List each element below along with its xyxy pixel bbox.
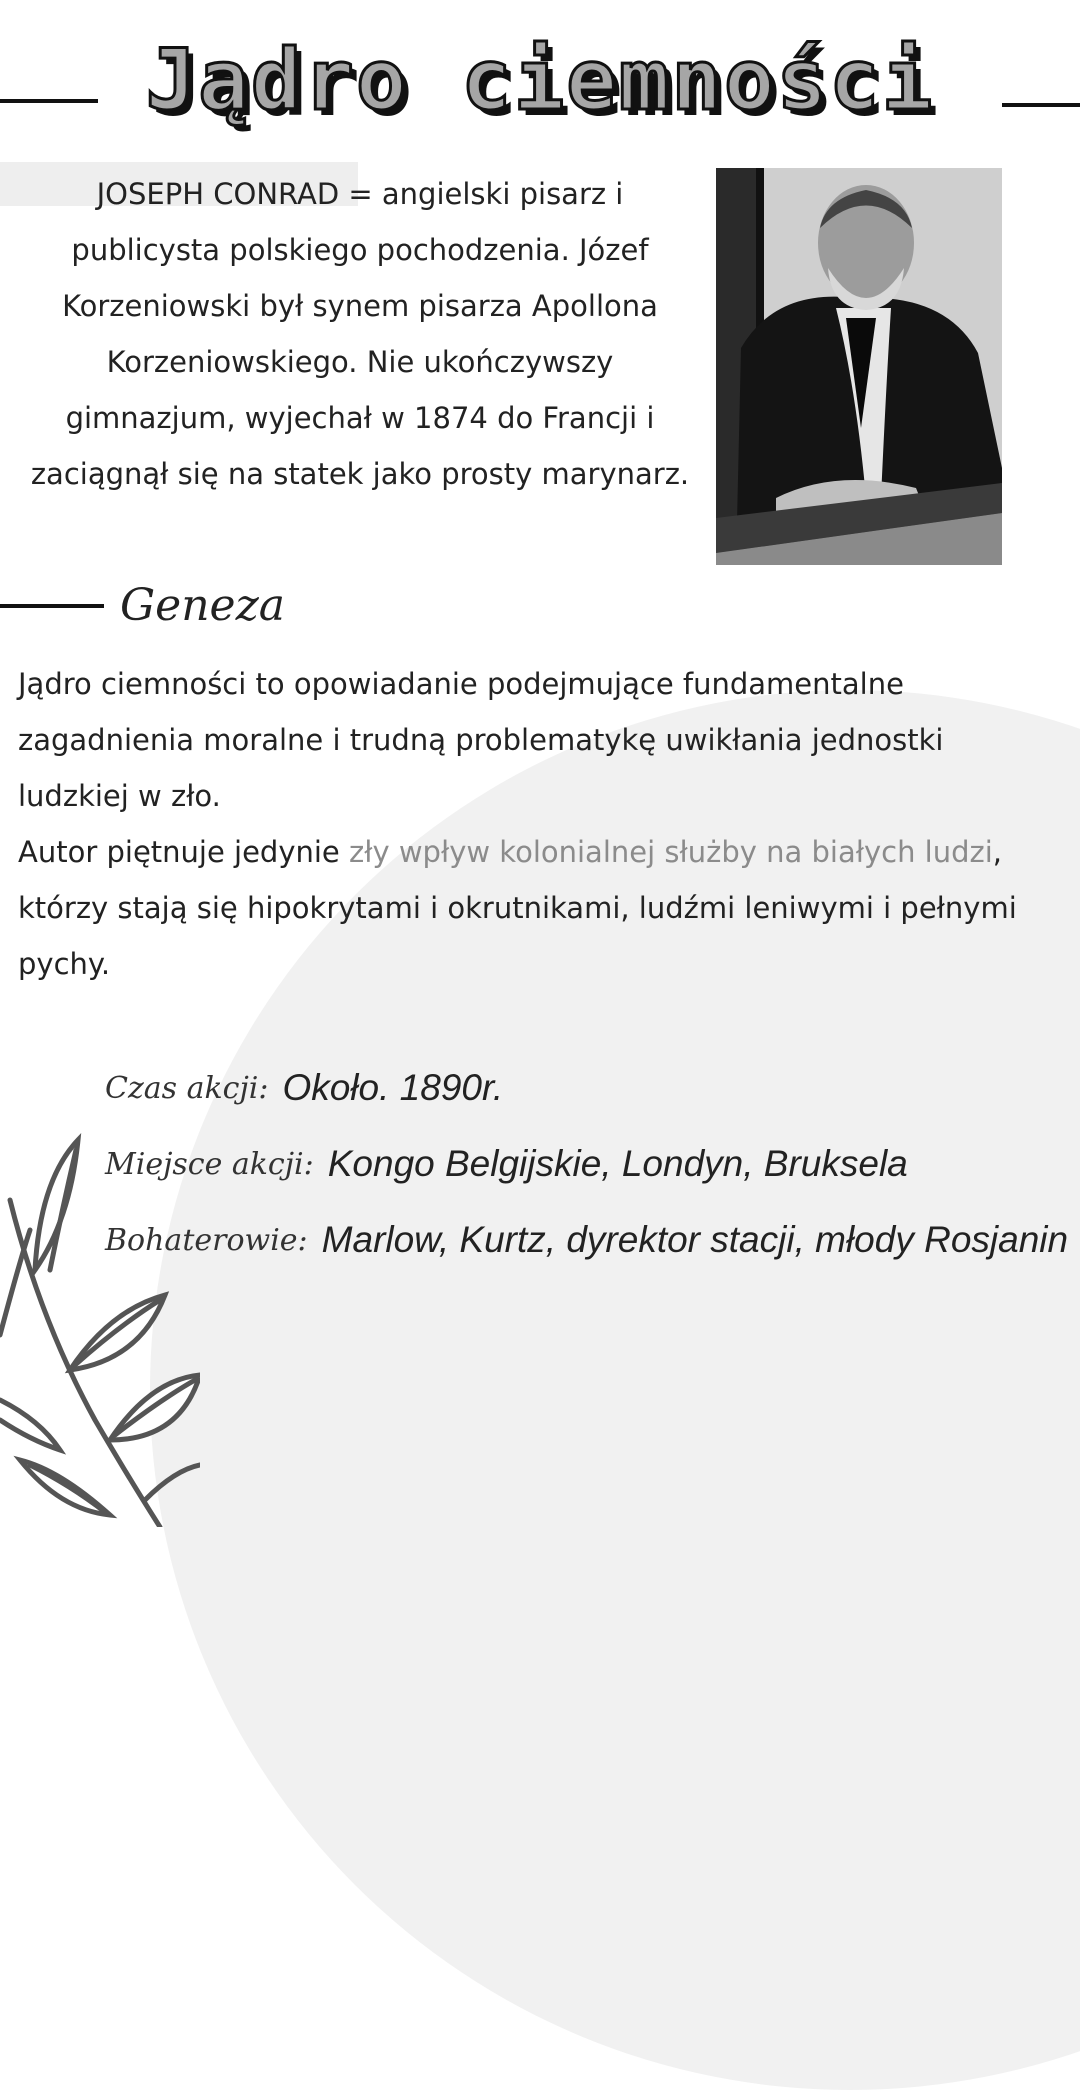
fact-place — [105, 1126, 1065, 1202]
fact-value: Marlow, Kurtz, dyrektor stacji, młody Rosjanin — [321, 1219, 1069, 1260]
author-bio-text: = angielski pisarz i publicysta polskiego pochodzenia. Józef Korzeniowski był synem pisarza Apollona Korzeniowskiego. Nie ukończywszy gimnazjum, wyjechał w 1874 do Francji i zaciągnął się na statek jako prosty marynarz. — [30, 177, 690, 491]
author-name: JOSEPH CONRAD — [96, 177, 340, 211]
fact-label: Miejsce akcji: — [105, 1146, 314, 1182]
section-heading-geneza: Geneza — [120, 580, 285, 631]
facts-list — [105, 1050, 1069, 1278]
fact-value: Około. 1890r. — [282, 1067, 504, 1108]
fact-value: Kongo Belgijskie, Londyn, Bruksela — [327, 1143, 908, 1184]
fact-time — [105, 1050, 1065, 1126]
geneza-paragraph-1: Jądro ciemności to opowiadanie podejmujące fundamentalne zagadnienia moralne i trudną problematykę uwikłania jednostki ludzkiej w zło. — [18, 667, 944, 813]
author-portrait — [716, 168, 1002, 565]
geneza-paragraph-2 — [18, 824, 1038, 992]
author-bio — [20, 166, 700, 502]
fact-label: Bohaterowie: — [105, 1222, 308, 1258]
geneza-p2-end: , którzy stają się hipokrytami i okrutnikami, ludźmi leniwymi i pełnymi pychy. — [18, 835, 1017, 981]
geneza-rule — [0, 604, 104, 608]
leaf-branch-decoration-icon — [0, 1120, 200, 1527]
geneza-p2-highlight: zły wpływ kolonialnej służby na białych ludzi — [349, 835, 993, 869]
portrait-photo-icon — [716, 168, 1002, 565]
fact-characters — [105, 1202, 1069, 1278]
fact-label: Czas akcji: — [105, 1070, 269, 1106]
geneza-body — [18, 656, 1038, 992]
geneza-p2-start: Autor piętnuje jedynie — [18, 835, 349, 869]
page-title: Jądro ciemności — [145, 31, 935, 129]
